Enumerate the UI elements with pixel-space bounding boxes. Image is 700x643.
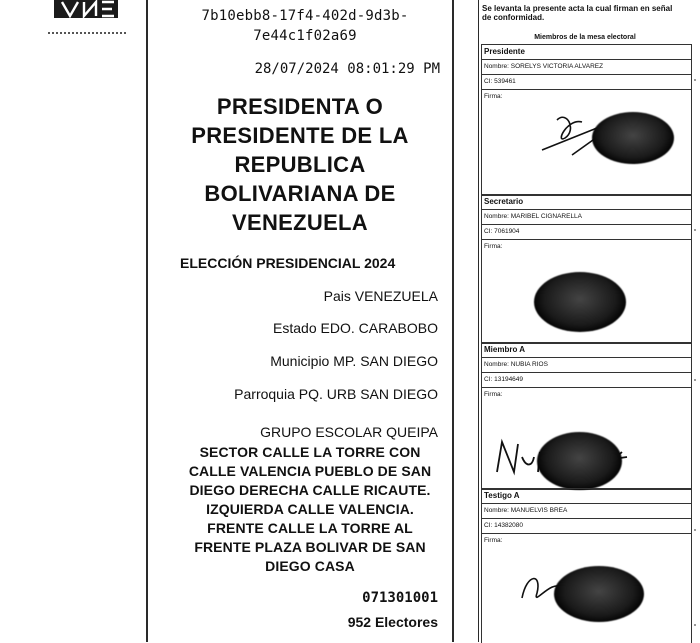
member-name: Nombre: SORELYS VICTORIA ALVAREZ (482, 60, 691, 75)
member-name: Nombre: NUBIA RIOS (482, 358, 691, 373)
right-border-line (478, 0, 479, 642)
role-label: Testigo A (482, 489, 691, 504)
center-address (170, 443, 450, 576)
title-line: PRESIDENTA O (216, 94, 384, 119)
center-border-line (452, 0, 454, 642)
title-line: REPUBLICA (234, 152, 366, 177)
address-line: DIEGO DERECHA CALLE RICAUTE. (189, 482, 431, 498)
members-title: Miembros de la mesa electoral (534, 34, 636, 41)
address-line: SECTOR CALLE LA TORRE CON (199, 444, 421, 460)
electors-count: 952 Electores (347, 614, 438, 630)
fingerprint-mark (592, 112, 674, 164)
parish-line: Parroquia PQ. URB SAN DIEGO (234, 386, 438, 402)
municipality-line: Municipio MP. SAN DIEGO (270, 353, 438, 369)
address-line: CALLE VALENCIA PUEBLO DE SAN (188, 463, 432, 479)
member-ci: CI: 14382080 (482, 519, 691, 534)
document-title (165, 92, 435, 237)
member-name: Nombre: MARIBEL CIGNARELLA (482, 210, 691, 225)
state-line: Estado EDO. CARABOBO (273, 320, 438, 336)
title-line: BOLIVARIANA DE (204, 181, 396, 206)
member-name: Nombre: MANUELVIS BREA (482, 504, 691, 519)
title-line: PRESIDENTE DE LA (191, 123, 409, 148)
address-line: DIEGO CASA (265, 558, 355, 574)
country-line: Pais VENEZUELA (323, 288, 438, 304)
hash-line-2: 7e44c1f02a69 (253, 28, 357, 44)
fingerprint-mark (537, 432, 622, 490)
election-name: ELECCIÓN PRESIDENCIAL 2024 (180, 255, 396, 271)
cne-logo-icon (48, 0, 128, 40)
address-line: FRENTE PLAZA BOLIVAR DE SAN (194, 539, 426, 555)
margin-dots (690, 0, 700, 642)
signature-block-miembro-a (481, 342, 692, 490)
member-ci: CI: 13194649 (482, 373, 691, 388)
conformity-note: Se levanta la presente acta la cual firman en señal de conformidad. (482, 4, 673, 22)
left-border-line (146, 0, 148, 642)
address-line: FRENTE CALLE LA TORRE AL (207, 520, 413, 536)
address-line: IZQUIERDA CALLE VALENCIA. (206, 501, 414, 517)
member-ci: CI: 539461 (482, 75, 691, 90)
role-label: Miembro A (482, 343, 691, 358)
center-code: 071301001 (362, 590, 438, 606)
member-ci: CI: 7061904 (482, 225, 691, 240)
firma-label: Firma: (484, 391, 503, 398)
timestamp: 28/07/2024 08:01:29 PM (254, 61, 440, 77)
signature-block-presidente (481, 44, 692, 196)
hash-line-1: 7b10ebb8-17f4-402d-9d3b- (201, 8, 409, 24)
signature-block-secretario (481, 194, 692, 344)
signature-block-testigo-a (481, 488, 692, 643)
fingerprint-mark (554, 566, 644, 622)
firma-label: Firma: (484, 537, 503, 544)
fingerprint-mark (534, 272, 626, 332)
role-label: Presidente (482, 45, 691, 60)
title-line: VENEZUELA (232, 210, 368, 235)
center-name: GRUPO ESCOLAR QUEIPA (260, 424, 438, 440)
role-label: Secretario (482, 195, 691, 210)
firma-label: Firma: (484, 243, 503, 250)
firma-label: Firma: (484, 93, 503, 100)
